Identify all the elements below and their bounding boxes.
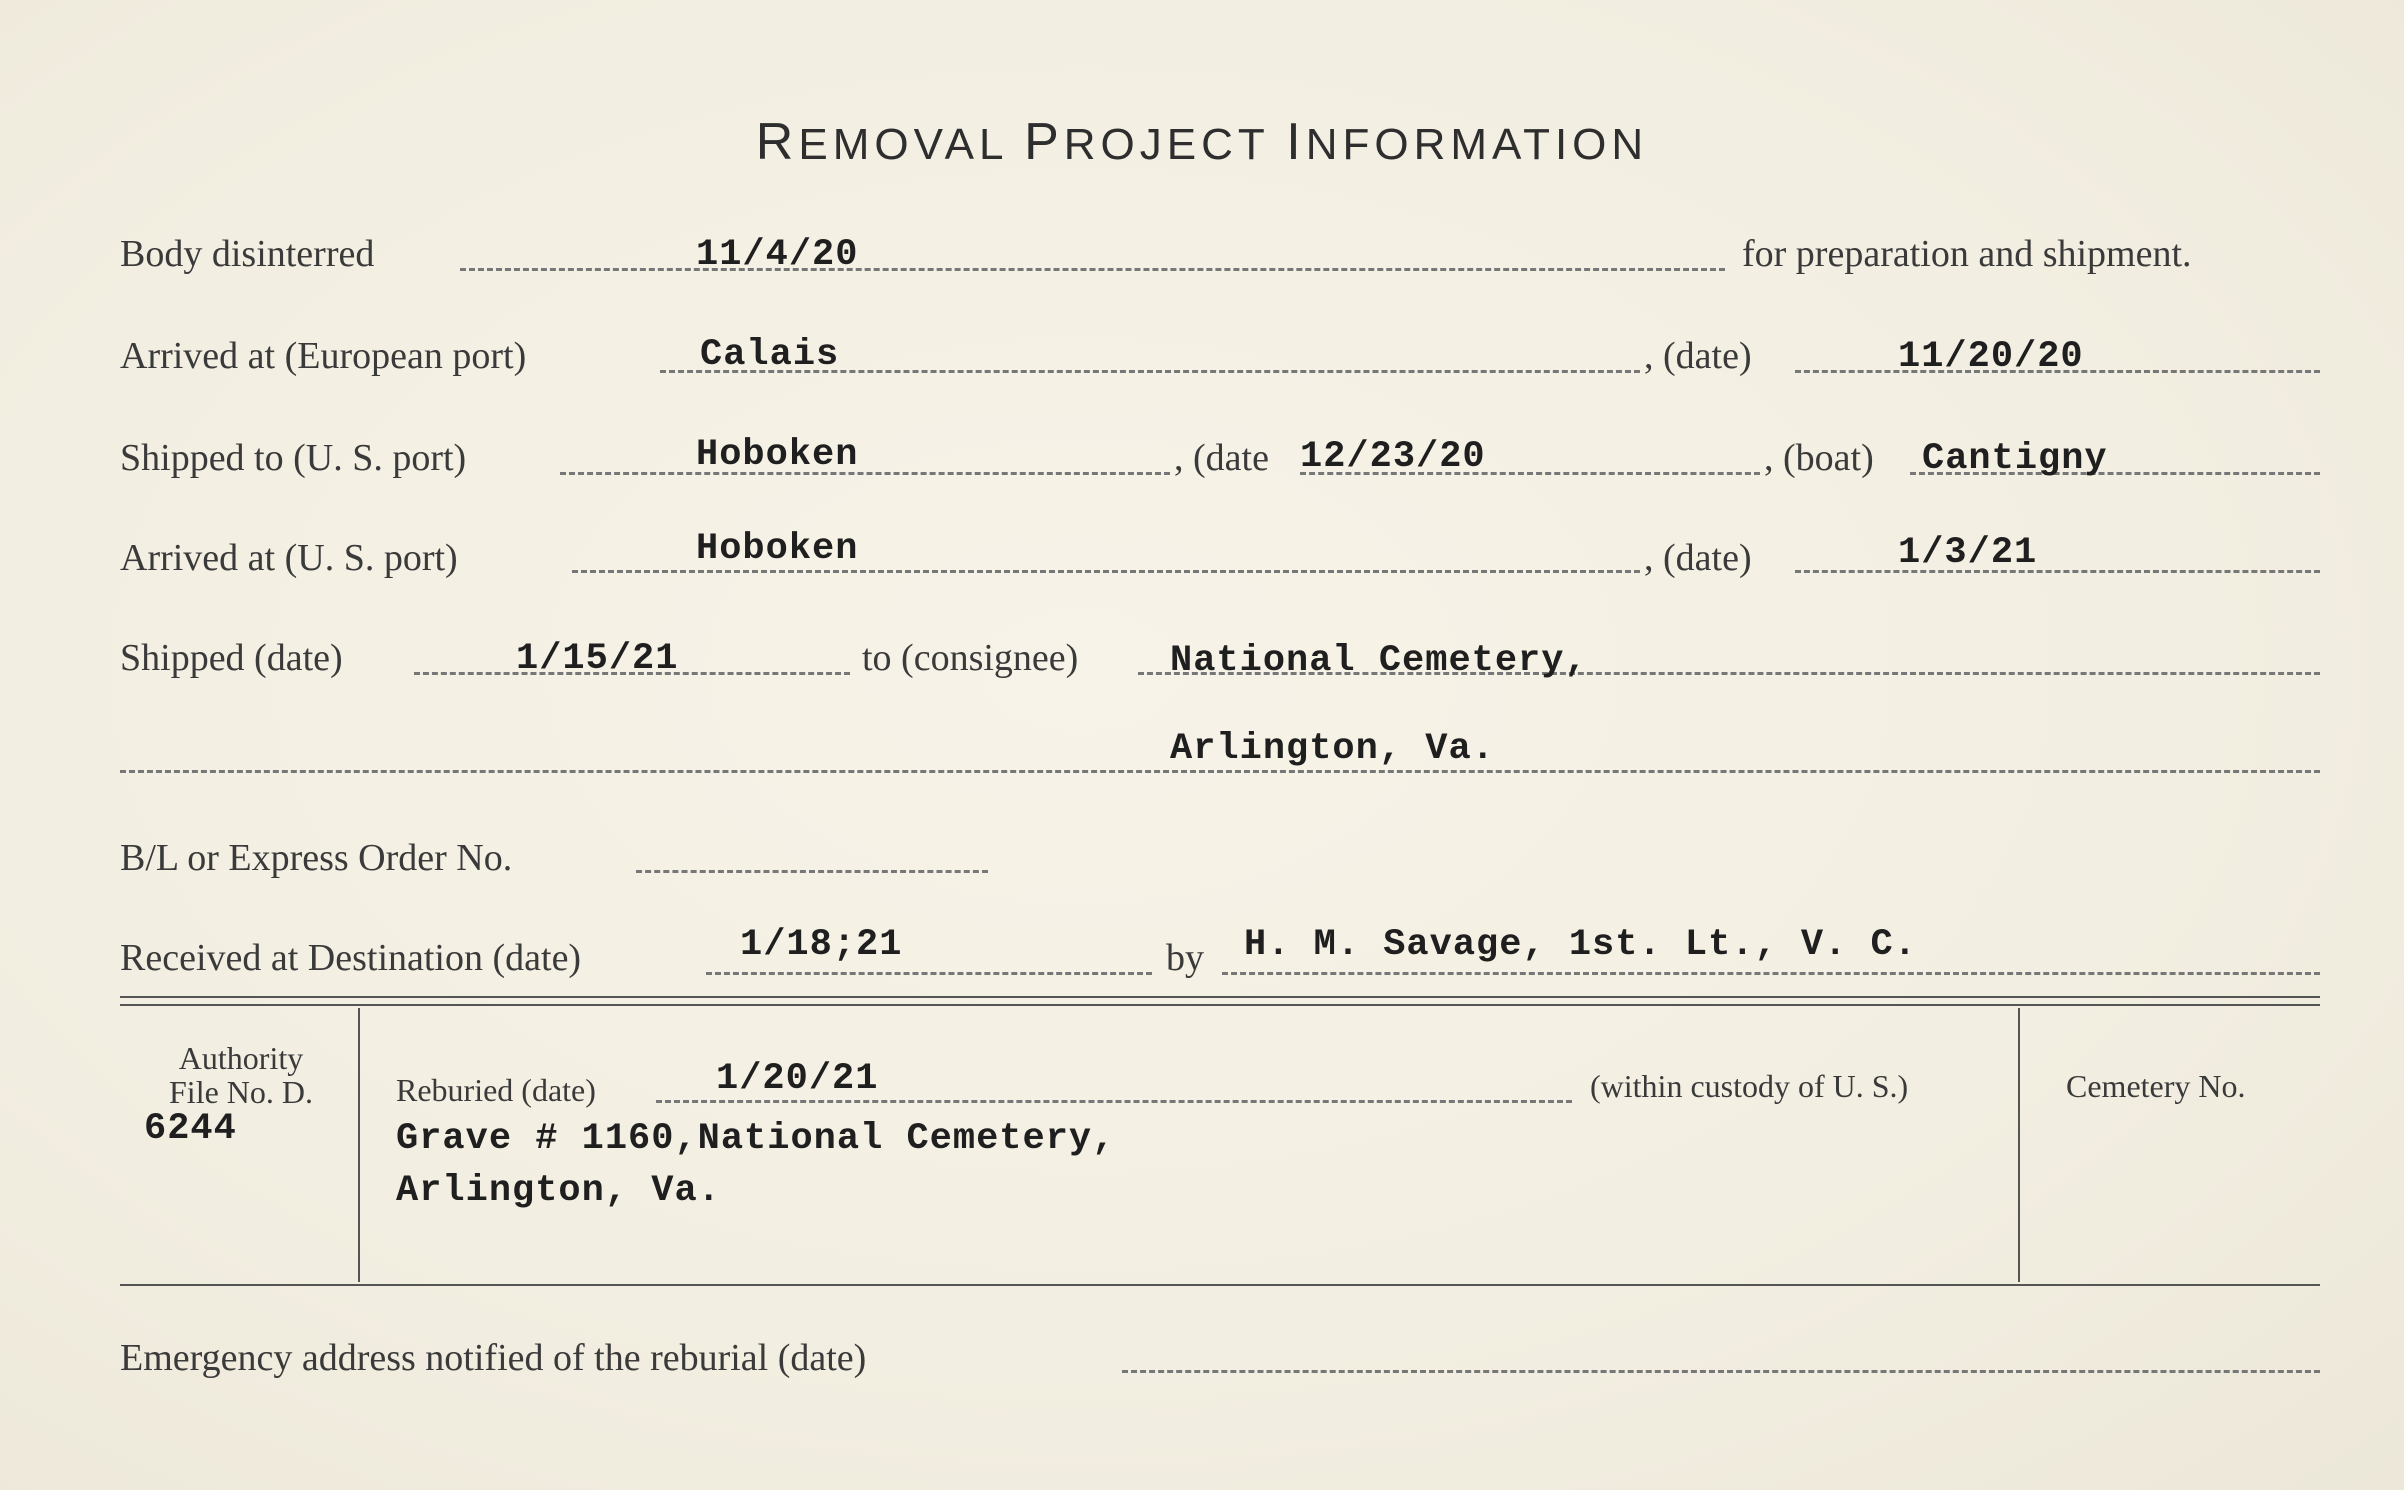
- us-arrival-date: 1/3/21: [1898, 532, 2038, 574]
- shipped-us-boat: Cantigny: [1922, 438, 2108, 480]
- received-by: H. M. Savage, 1st. Lt., V. C.: [1244, 924, 1917, 966]
- euro-port-value: Calais: [700, 334, 840, 376]
- box-left-divider: [358, 1008, 360, 1282]
- cemetery-no-label: Cemetery No.: [2066, 1068, 2246, 1104]
- page-title: REMOVAL PROJECT INFORMATION: [755, 113, 1649, 171]
- received-date-line: [706, 972, 1152, 975]
- consignee-line1: National Cemetery,: [1170, 640, 1588, 682]
- box-right-divider: [2018, 1008, 2020, 1282]
- us-arrival-date-label: , (date): [1644, 537, 1752, 579]
- shipped-date-value: 1/15/21: [516, 638, 679, 680]
- euro-date-label: , (date): [1644, 335, 1752, 377]
- file-no-label: File No. D.: [169, 1074, 313, 1110]
- shipped-us-port-line: [560, 472, 1170, 475]
- euro-port-label: Arrived at (European port): [120, 335, 527, 377]
- emergency-line: [1122, 1370, 2320, 1373]
- disinterred-label: Body disinterred: [120, 233, 375, 275]
- reburied-line: [656, 1100, 1572, 1103]
- emergency-label: Emergency address notified of the reburial (date): [120, 1337, 867, 1379]
- shipped-date-label: Shipped (date): [120, 637, 343, 679]
- received-label: Received at Destination (date): [120, 937, 582, 979]
- grave-line2: Arlington, Va.: [396, 1170, 721, 1212]
- bl-order-line: [636, 870, 988, 873]
- custody-label: (within custody of U. S.): [1590, 1068, 1909, 1104]
- received-by-label: by: [1166, 937, 1204, 979]
- shipped-us-label: Shipped to (U. S. port): [120, 437, 467, 479]
- consignee-line2: Arlington, Va.: [1170, 728, 1495, 770]
- disinterred-line: [460, 268, 1725, 271]
- us-arrival-date-line: [1795, 570, 2320, 573]
- consignee-line-2: [120, 770, 2320, 773]
- shipped-us-port: Hoboken: [696, 434, 859, 476]
- shipped-us-date: 12/23/20: [1300, 436, 1486, 478]
- us-arrival-port: Hoboken: [696, 528, 859, 570]
- euro-date-value: 11/20/20: [1898, 336, 2084, 378]
- box-top-rule-2: [120, 1004, 2320, 1006]
- us-arrival-port-line: [572, 570, 1640, 573]
- bl-order-label: B/L or Express Order No.: [120, 837, 513, 879]
- box-bottom-rule: [120, 1284, 2320, 1286]
- file-number: 6244: [144, 1108, 237, 1150]
- us-arrival-label: Arrived at (U. S. port): [120, 537, 458, 579]
- disinterred-suffix: for preparation and shipment.: [1742, 233, 2192, 275]
- received-date: 1/18;21: [740, 924, 903, 966]
- reburied-label: Reburied (date): [396, 1072, 596, 1108]
- shipped-us-date-label: , (date: [1174, 437, 1269, 479]
- reburied-date: 1/20/21: [716, 1058, 879, 1100]
- consignee-label: to (consignee): [862, 637, 1079, 679]
- box-top-rule: [120, 996, 2320, 998]
- disinterred-date: 11/4/20: [696, 234, 859, 276]
- received-by-line: [1222, 972, 2320, 975]
- grave-line1: Grave # 1160,National Cemetery,: [396, 1118, 1116, 1160]
- authority-label: Authority: [178, 1040, 304, 1076]
- shipped-us-boat-label: , (boat): [1764, 437, 1874, 479]
